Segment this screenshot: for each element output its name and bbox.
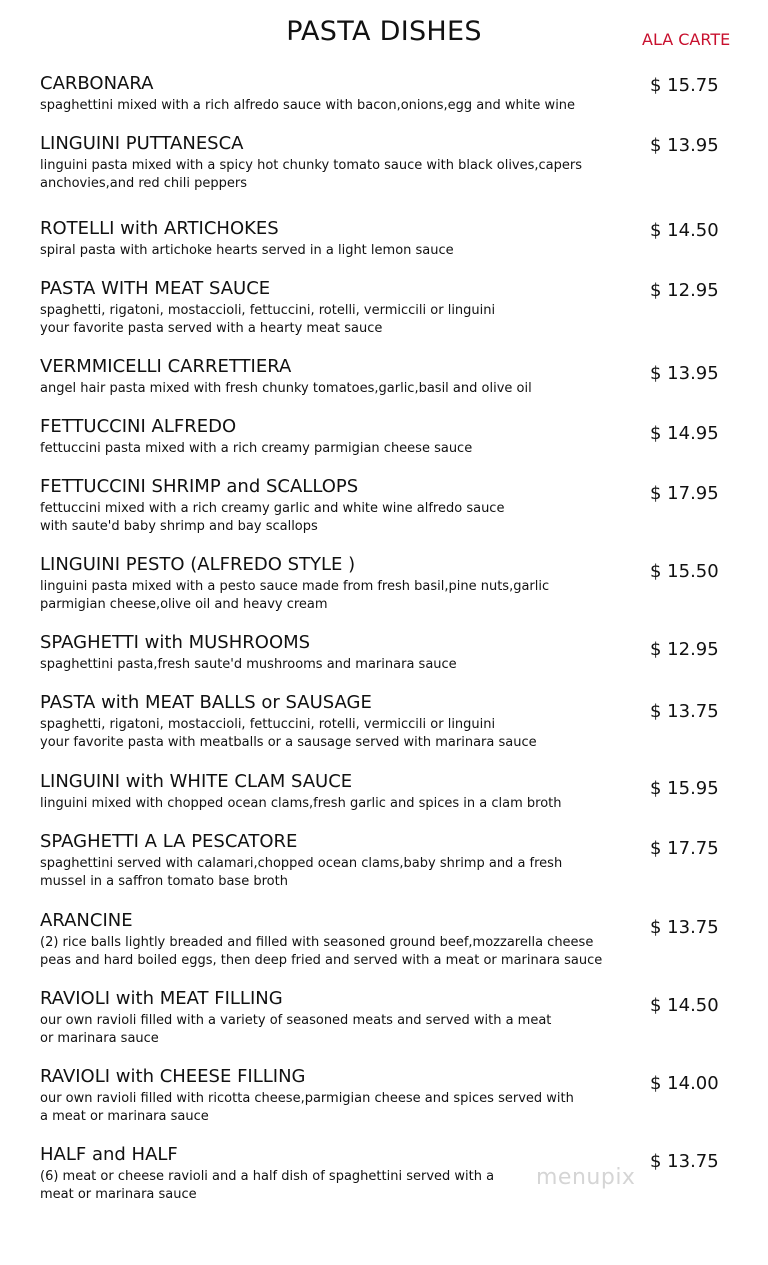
menu-item-price: $ 14.95	[650, 423, 719, 444]
menu-item	[40, 554, 730, 614]
menu-item-price: $ 13.75	[650, 917, 719, 938]
menu-item-price: $ 17.95	[650, 483, 719, 504]
menu-item-description-line: spaghettini served with calamari,chopped ocean clams,baby shrimp and a fresh	[40, 856, 563, 871]
menu-item-name: SPAGHETTI A LA PESCATORE	[40, 831, 298, 852]
menu-item-description-line: fettuccini mixed with a rich creamy garlic and white wine alfredo sauce	[40, 501, 505, 516]
menu-item-price: $ 14.50	[650, 995, 719, 1016]
menu-item-description	[40, 1168, 600, 1204]
menu-item-name: RAVIOLI with CHEESE FILLING	[40, 1066, 306, 1087]
menu-item-price: $ 13.75	[650, 1151, 719, 1172]
menu-item-description-line: spaghettini mixed with a rich alfredo sauce with bacon,onions,egg and white wine	[40, 98, 576, 113]
menu-item-name: FETTUCCINI ALFREDO	[40, 416, 237, 437]
menu-item	[40, 218, 730, 260]
menu-item-description-line: linguini mixed with chopped ocean clams,fresh garlic and spices in a clam broth	[40, 796, 562, 811]
menu-item-name: VERMMICELLI CARRETTIERA	[40, 356, 292, 377]
menu-item-description	[40, 855, 600, 891]
menu-item	[40, 988, 730, 1048]
menu-item-price: $ 17.75	[650, 838, 719, 859]
menu-item-name: LINGUINI with WHITE CLAM SAUCE	[40, 771, 353, 792]
menu-item	[40, 73, 730, 115]
menu-item-price: $ 13.95	[650, 363, 719, 384]
menu-item	[40, 1066, 730, 1126]
menu-item-description	[40, 157, 600, 193]
menu-item	[40, 910, 730, 970]
ala-carte-label: ALA CARTE	[642, 30, 731, 49]
menu-item-description-line: spiral pasta with artichoke hearts served in a light lemon sauce	[40, 243, 454, 258]
menu-item-description-line: (2) rice balls lightly breaded and filled with seasoned ground beef,mozzarella cheese	[40, 935, 594, 950]
menu-item-description-line: our own ravioli filled with ricotta cheese,parmigian cheese and spices served with	[40, 1091, 574, 1106]
menu-item	[40, 831, 730, 891]
menu-item	[40, 278, 730, 338]
menu-item-price: $ 15.95	[650, 778, 719, 799]
menu-item-description-line: spaghettini pasta,fresh saute'd mushrooms and marinara sauce	[40, 657, 457, 672]
menu-item-description	[40, 934, 603, 970]
menu-item-description	[40, 656, 600, 674]
menu-item-price: $ 13.95	[650, 135, 719, 156]
menu-item-name: PASTA with MEAT BALLS or SAUSAGE	[40, 692, 372, 713]
menu-item-name: LINGUINI PESTO (ALFREDO STYLE )	[40, 554, 356, 575]
menu-item-description-line: or marinara sauce	[40, 1031, 159, 1046]
menu-item-description	[40, 242, 600, 260]
menu-item-name: LINGUINI PUTTANESCA	[40, 133, 244, 154]
menu-item-description-line: mussel in a saffron tomato base broth	[40, 874, 288, 889]
menu-item-price: $ 15.50	[650, 561, 719, 582]
menu-item-name: HALF and HALF	[40, 1144, 178, 1165]
menu-item-description	[40, 500, 600, 536]
menu-item-price: $ 12.95	[650, 280, 719, 301]
menu-item-description-line: with saute'd baby shrimp and bay scallops	[40, 519, 318, 534]
menu-item-description-line: spaghetti, rigatoni, mostaccioli, fettuccini, rotelli, vermiccili or linguini	[40, 303, 496, 318]
menu-item-price: $ 12.95	[650, 639, 719, 660]
menu-item-description-line: a meat or marinara sauce	[40, 1109, 209, 1124]
menu-item-price: $ 15.75	[650, 75, 719, 96]
menu-item-description	[40, 716, 600, 752]
menu-item	[40, 133, 730, 193]
menu-item-description-line: peas and hard boiled eggs, then deep fried and served with a meat or marinara sauce	[40, 953, 603, 968]
menu-item-description-line: meat or marinara sauce	[40, 1187, 197, 1202]
menu-item	[40, 476, 730, 536]
menu-item-description	[40, 440, 600, 458]
menu-item	[40, 632, 730, 674]
menu-item-name: PASTA WITH MEAT SAUCE	[40, 278, 271, 299]
menu-item-price: $ 14.50	[650, 220, 719, 241]
menu-item-description	[40, 1090, 600, 1126]
menu-item-name: RAVIOLI with MEAT FILLING	[40, 988, 283, 1009]
menu-item-name: CARBONARA	[40, 73, 154, 94]
menu-item-description	[40, 97, 600, 115]
menu-item	[40, 692, 730, 752]
menu-item	[40, 416, 730, 458]
watermark-logo: menupix	[536, 1165, 636, 1190]
menu-item-name: ROTELLI with ARTICHOKES	[40, 218, 279, 239]
menu-item-name: SPAGHETTI with MUSHROOMS	[40, 632, 311, 653]
page-title: PASTA DISHES	[286, 16, 482, 47]
menu-item	[40, 771, 730, 813]
menu-item-name: FETTUCCINI SHRIMP and SCALLOPS	[40, 476, 359, 497]
menu-item-description-line: our own ravioli filled with a variety of seasoned meats and served with a meat	[40, 1013, 552, 1028]
menu-item-description-line: angel hair pasta mixed with fresh chunky tomatoes,garlic,basil and olive oil	[40, 381, 532, 396]
menu-item-description-line: spaghetti, rigatoni, mostaccioli, fettuccini, rotelli, vermiccili or linguini	[40, 717, 496, 732]
menu-item-description	[40, 795, 600, 813]
menu-item-price: $ 13.75	[650, 701, 719, 722]
menu-item-description-line: linguini pasta mixed with a spicy hot chunky tomato sauce with black olives,capers	[40, 158, 583, 173]
menu-item	[40, 356, 730, 398]
menu-item-description	[40, 302, 600, 338]
menu-item-description-line: anchovies,and red chili peppers	[40, 176, 248, 191]
menu-item-description-line: (6) meat or cheese ravioli and a half dish of spaghettini served with a	[40, 1169, 495, 1184]
menu-item-price: $ 14.00	[650, 1073, 719, 1094]
menu-item-description-line: parmigian cheese,olive oil and heavy cream	[40, 597, 328, 612]
menu-item-description-line: fettuccini pasta mixed with a rich creamy parmigian cheese sauce	[40, 441, 473, 456]
menu-item-name: ARANCINE	[40, 910, 133, 931]
menu-item-description-line: linguini pasta mixed with a pesto sauce made from fresh basil,pine nuts,garlic	[40, 579, 550, 594]
menu-item-description	[40, 578, 600, 614]
menu-item-description-line: your favorite pasta served with a hearty meat sauce	[40, 321, 383, 336]
menu-item-description-line: your favorite pasta with meatballs or a sausage served with marinara sauce	[40, 735, 537, 750]
menu-item-description	[40, 1012, 600, 1048]
menu-item-description	[40, 380, 600, 398]
